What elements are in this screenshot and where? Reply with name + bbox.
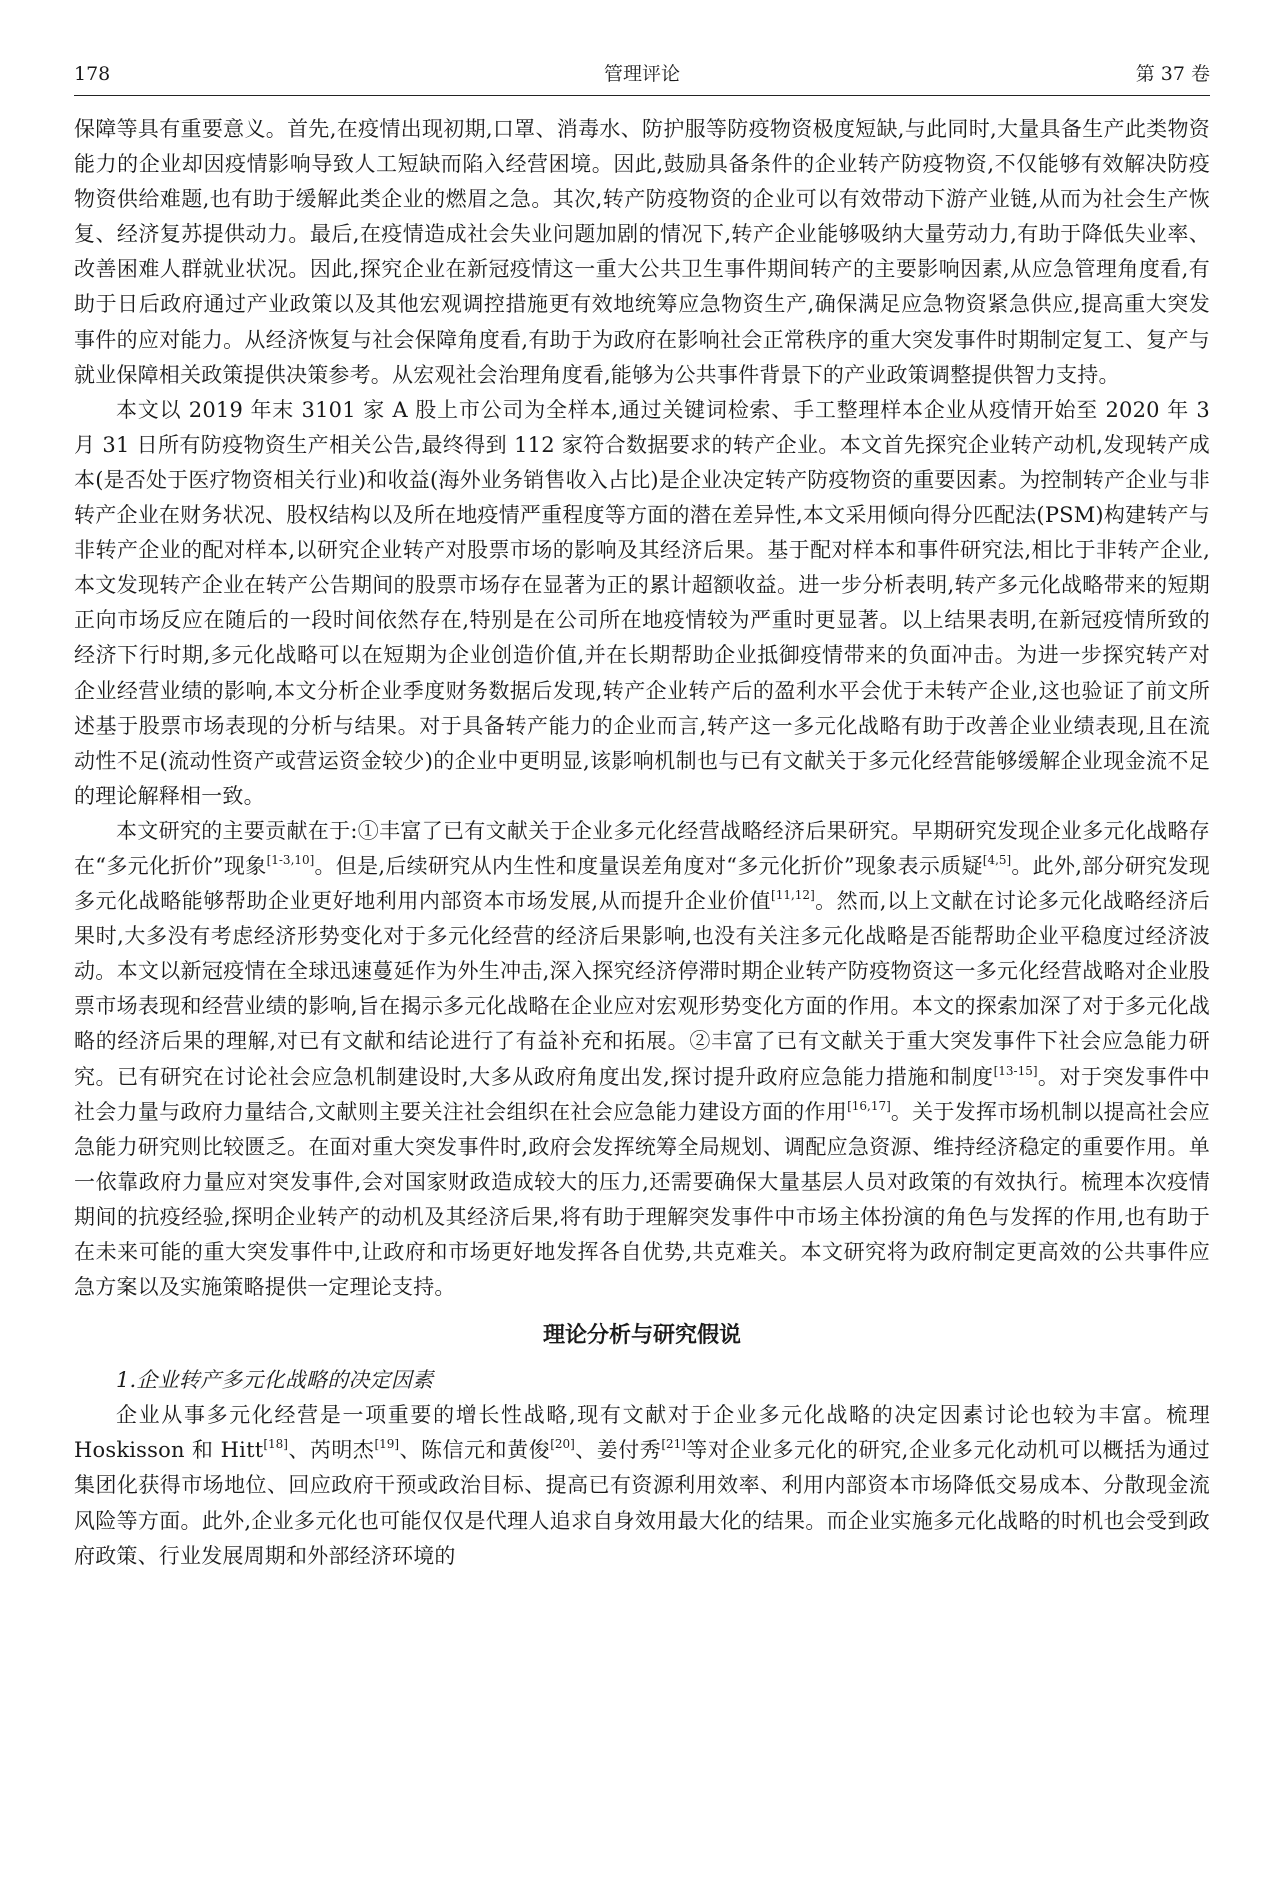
volume-number: 第 37 卷 [1135,63,1210,85]
body-text [74,112,1210,1574]
text-run: 本文研究的主要贡献在于:①丰富了已有文献关于企业多元化经营战略经济后果研究。早期研究发现企业多元化战略存在“多元化折价”现象 [74,818,1210,878]
paragraph-2: 本文以 2019 年末 3101 家 A 股上市公司为全样本,通过关键词检索、手工整理样本企业从疫情开始至 2020 年 3 月 31 日所有防疫物资生产相关公告,最终得到 112 家符合数据要求的转产企业。本文首先探究企业转产动机,发现转产成本(是否处于医疗物资相关行业)和收益(海外业务销售收入占比)是企业决定转产防疫物资的重要因素。为控制转产企业与非转产企业在财务状况、股权结构以及所在地疫情严重程度等方面的潜在差异性,本文采用倾向得分匹配法(PSM)构建转产与非转产企业的配对样本,以研究企业转产对股票市场的影响及其经济后果。基于配对样本和事件研究法,相比于非转产企业,本文发现转产企业在转产公告期间的股票市场存在显著为正的累计超额收益。进一步分析表明,转产多元化战略带来的短期正向市场反应在随后的一段时间依然存在,特别是在公司所在地疫情较为严重时更显著。以上结果表明,在新冠疫情所致的经济下行时期,多元化战略可以在短期为企业创造价值,并在长期帮助企业抵御疫情带来的负面冲击。为进一步探究转产对企业经营业绩的影响,本文分析企业季度财务数据后发现,转产企业转产后的盈利水平会优于未转产企业,这也验证了前文所述基于股票市场表现的分析与结果。对于具备转产能力的企业而言,转产这一多元化战略有助于改善企业业绩表现,且在流动性不足(流动性资产或营运资金较少)的企业中更明显,该影响机制也与已有文献关于多元化经营能够缓解企业现金流不足的理论解释相一致。 [74,397,1210,808]
header-rule [74,95,1210,96]
citation: [13-15] [993,1063,1038,1078]
text-run: 。对于突发事件中社会力量与政府力量结合,文献则主要关注社会组织在社会应急能力建设方面的作用 [74,1064,1210,1124]
citation: [21] [661,1437,686,1452]
text-run: 、姜付秀 [574,1438,662,1463]
citation: [4,5] [982,852,1012,867]
text-run: 企业从事多元化经营是一项重要的增长性战略,现有文献对于企业多元化战略的决定因素讨论也较为丰富。梳理 Hoskisson 和 Hitt [74,1403,1210,1463]
journal-title: 管理评论 [603,63,680,85]
citation: [16,17] [847,1098,891,1113]
text-run: 、陈信元和黄俊 [399,1438,551,1463]
text-run: 。关于发挥市场机制以提高社会应急能力研究则比较匮乏。在面对重大突发事件时,政府会发挥统筹全局规划、调配应急资源、维持经济稳定的重要作用。单一依靠政府力量应对突发事件,会对国家财政造成较大的压力,还需要确保大量基层人员对政策的有效执行。梳理本次疫情期间的抗疫经验,探明企业转产的动机及其经济后果,将有助于理解突发事件中市场主体扮演的角色与发挥的作用,也有助于在未来可能的重大突发事件中,让政府和市场更好地发挥各自优势,共克难关。本文研究将为政府制定更高效的公共事件应急方案以及实施策略提供一定理论支持。 [74,1099,1210,1300]
citation: [1-3,10] [266,852,315,867]
text-run: 。然而,以上文献在讨论多元化战略经济后果时,大多没有考虑经济形势变化对于多元化经营的经济后果影响,也没有关注多元化战略是否能帮助企业平稳度过经济波动。本文以新冠疫情在全球迅速蔓延作为外生冲击,深入探究经济停滞时期企业转产防疫物资这一多元化经营战略对企业股票市场表现和经营业绩的影响,旨在揭示多元化战略在企业应对宏观形势变化方面的作用。本文的探索加深了对于多元化战略的经济后果的理解,对已有文献和结论进行了有益补充和拓展。②丰富了已有文献关于重大突发事件下社会应急能力研究。已有研究在讨论社会应急机制建设时,大多从政府角度出发,探讨提升政府应急能力措施和制度 [74,889,1210,1089]
text-run: 。此外,部分研究发现多元化战略能够帮助企业更好地利用内部资本市场发展,从而提升企业价值 [74,853,1210,914]
paragraph-4 [74,1398,1210,1573]
citation: [20] [550,1437,575,1452]
citation: [11,12] [771,888,815,903]
subsection-title: 1.企业转产多元化战略的决定因素 [116,1368,434,1393]
text-run: 等对企业多元化的研究,企业多元化动机可以概括为通过集团化获得市场地位、回应政府干预或政治目标、提高已有资源利用效率、利用内部资本市场降低交易成本、分散现金流风险等方面。此外,企业多元化也可能仅仅是代理人追求自身效用最大化的结果。而企业实施多元化战略的时机也会受到政府政策、行业发展周期和外部经济环境的 [74,1438,1210,1568]
paragraph-3 [74,814,1210,1305]
section-title: 理论分析与研究假说 [542,1323,741,1349]
citation: [19] [374,1437,400,1452]
text-run: 、芮明杰 [288,1438,375,1463]
page-number: 178 [74,63,111,85]
text-run: 。但是,后续研究从内生性和度量误差角度对“多元化折价”现象表示质疑 [314,853,983,878]
paragraph-1: 保障等具有重要意义。首先,在疫情出现初期,口罩、消毒水、防护服等防疫物资极度短缺,与此同时,大量具备生产此类物资能力的企业却因疫情影响导致人工短缺而陷入经营困境。因此,鼓励具备条件的企业转产防疫物资,不仅能够有效解决防疫物资供给难题,也有助于缓解此类企业的燃眉之急。其次,转产防疫物资的企业可以有效带动下游产业链,从而为社会生产恢复、经济复苏提供动力。最后,在疫情造成社会失业问题加剧的情况下,转产企业能够吸纳大量劳动力,有助于降低失业率、改善困难人群就业状况。因此,探究企业在新冠疫情这一重大公共卫生事件期间转产的主要影响因素,从应急管理角度看,有助于日后政府通过产业政策以及其他宏观调控措施更有效地统筹应急物资生产,确保满足应急物资紧急供应,提高重大突发事件的应对能力。从经济恢复与社会保障角度看,有助于为政府在影响社会正常秩序的重大突发事件时期制定复工、复产与就业保障相关政策提供决策参考。从宏观社会治理角度看,能够为公共事件背景下的产业政策调整提供智力支持。 [74,117,1210,387]
citation: [18] [263,1437,288,1452]
running-head [74,56,1210,92]
